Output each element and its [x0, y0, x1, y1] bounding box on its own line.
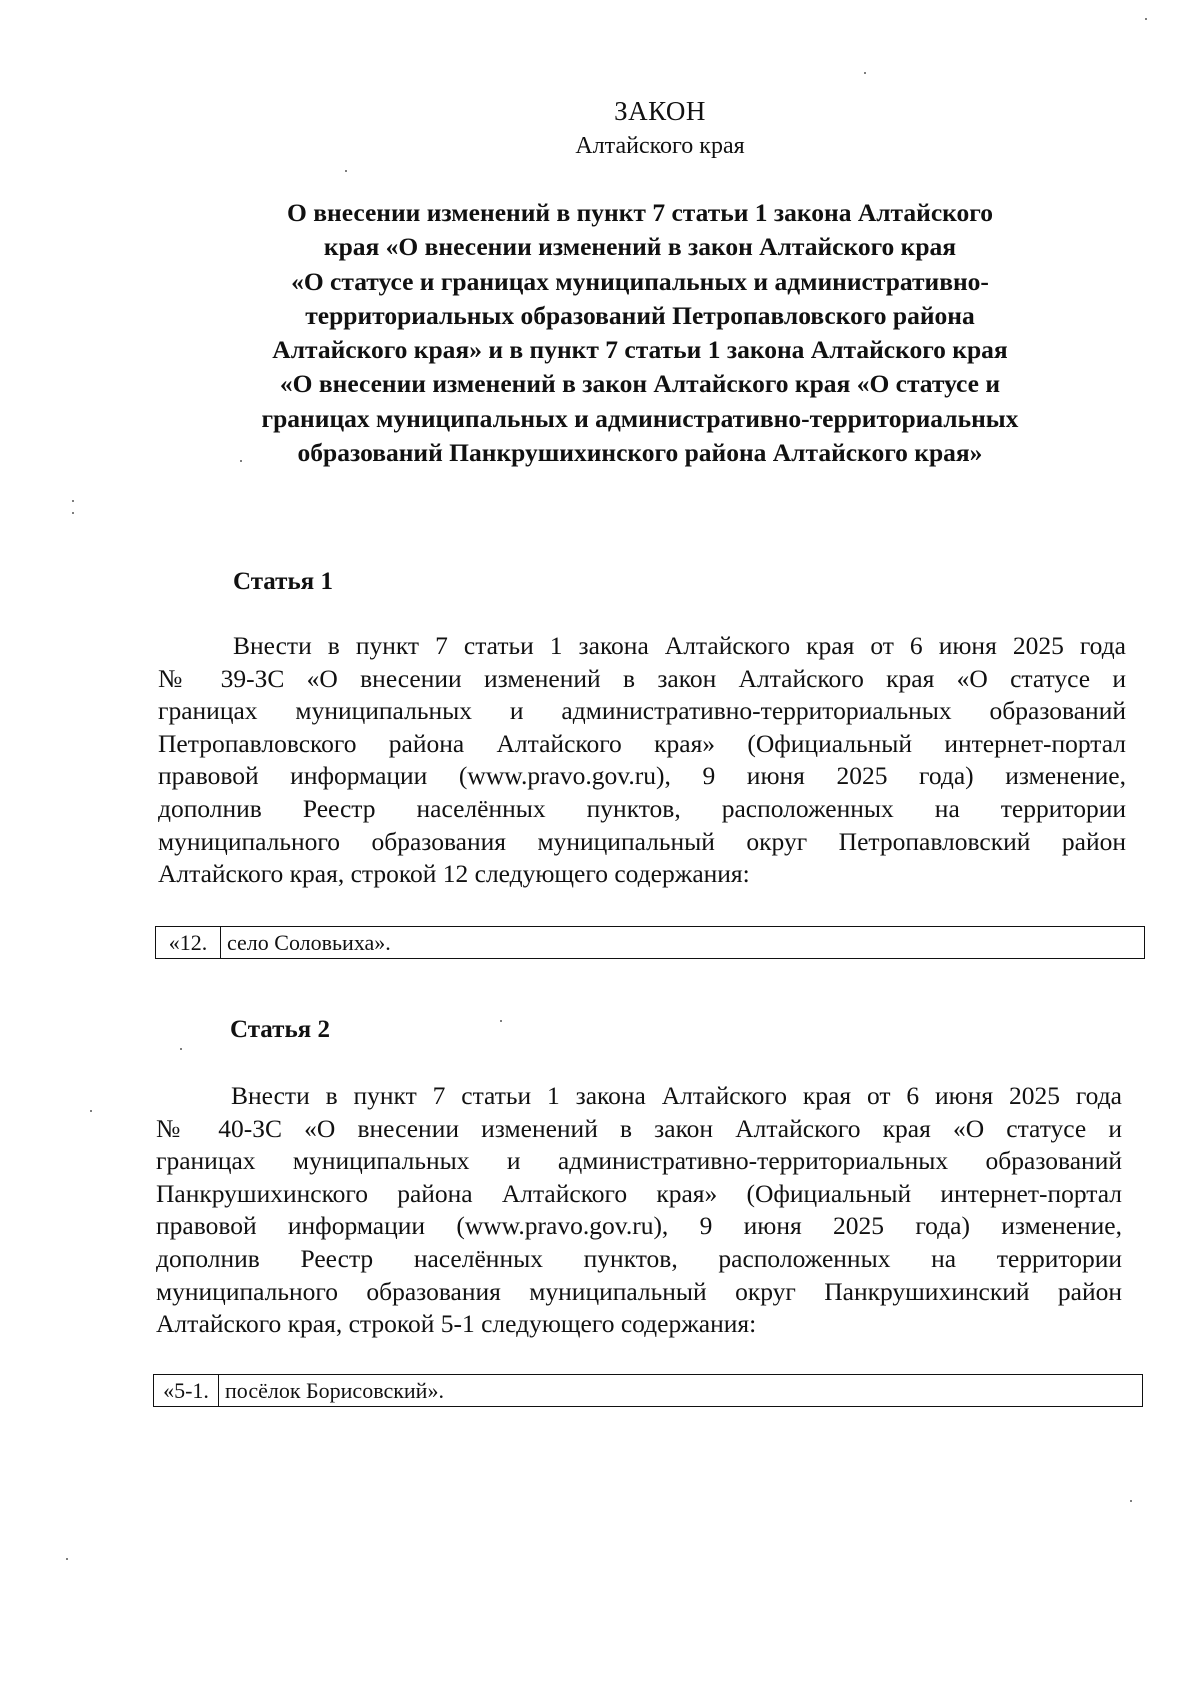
paragraph-line: границах муниципальных и административно-территориальных образований — [156, 1146, 1122, 1176]
paragraph-line: муниципального образования муниципальный округ Панкрушихинский район — [156, 1276, 1122, 1306]
scan-speck — [90, 1110, 92, 1112]
scan-speck — [1130, 1500, 1132, 1502]
title-line: границах муниципальных и административно-территориальных — [261, 403, 1019, 433]
entry-number: «12. — [156, 927, 221, 959]
scan-speck — [72, 512, 74, 514]
paragraph-line: правовой информации (www.pravo.gov.ru), 9 июня 2025 года) изменение, — [158, 761, 1126, 791]
paragraph-line: дополнив Реестр населённых пунктов, расположенных на территории — [158, 793, 1126, 823]
scan-speck — [72, 500, 74, 502]
paragraph-line: муниципального образования муниципальный округ Петропавловский район — [158, 826, 1126, 856]
scan-speck — [1145, 18, 1147, 20]
title-line: О внесении изменений в пункт 7 статьи 1 закона Алтайского — [287, 198, 993, 227]
title-line: Алтайского края» и в пункт 7 статьи 1 закона Алтайского края — [272, 335, 1008, 365]
paragraph-line: правовой информации (www.pravo.gov.ru), 9 июня 2025 года) изменение, — [156, 1211, 1122, 1241]
article-2-body — [156, 1080, 1122, 1341]
scan-speck — [240, 460, 242, 462]
registry-entry-table — [155, 926, 1145, 959]
scan-speck — [500, 1020, 502, 1022]
scan-speck — [864, 72, 866, 74]
document-type: ЗАКОН — [614, 96, 706, 126]
table-row — [154, 1375, 1143, 1407]
article-1-heading: Статья 1 — [233, 568, 333, 595]
document-issuer: Алтайского края — [575, 133, 745, 159]
table-row — [156, 927, 1145, 959]
paragraph-line: Петропавловского района Алтайского края» (Официальный интернет-портал — [158, 728, 1126, 758]
paragraph-line: № 39-ЗС «О внесении изменений в закон Алтайского края «О статусе и — [158, 663, 1126, 693]
entry-number: «5-1. — [154, 1375, 219, 1407]
title-line: края «О внесении изменений в закон Алтайского края — [323, 232, 957, 262]
article-2-heading: Статья 2 — [230, 1016, 330, 1043]
paragraph-line: Внести в пункт 7 статьи 1 закона Алтайского края от 6 июня 2025 года — [231, 1081, 1122, 1110]
registry-entry-table — [153, 1374, 1143, 1407]
title-line: «О статусе и границах муниципальных и административно- — [291, 266, 989, 296]
paragraph-line: дополнив Реестр населённых пунктов, расположенных на территории — [156, 1243, 1122, 1273]
title-line: территориальных образований Петропавловского района — [305, 300, 975, 330]
entry-name: село Соловьиха». — [221, 927, 1145, 959]
title-line: «О внесении изменений в закон Алтайского края «О статусе и — [279, 369, 1001, 399]
paragraph-line: Алтайского края, строкой 12 следующего содержания: — [158, 859, 750, 889]
scan-speck — [345, 170, 347, 172]
document-title — [180, 196, 1100, 470]
paragraph-line: № 40-ЗС «О внесении изменений в закон Алтайского края «О статусе и — [156, 1113, 1122, 1143]
article-1-body — [158, 630, 1126, 891]
title-line: образований Панкрушихинского района Алтайского края» — [297, 438, 983, 468]
paragraph-line: Панкрушихинского района Алтайского края» (Официальный интернет-портал — [156, 1178, 1122, 1208]
paragraph-line: границах муниципальных и административно-территориальных образований — [158, 696, 1126, 726]
paragraph-line: Внести в пункт 7 статьи 1 закона Алтайского края от 6 июня 2025 года — [233, 631, 1126, 660]
entry-name: посёлок Борисовский». — [219, 1375, 1143, 1407]
scan-speck — [66, 1558, 68, 1560]
paragraph-line: Алтайского края, строкой 5-1 следующего содержания: — [156, 1309, 757, 1339]
scan-speck — [180, 1048, 182, 1050]
